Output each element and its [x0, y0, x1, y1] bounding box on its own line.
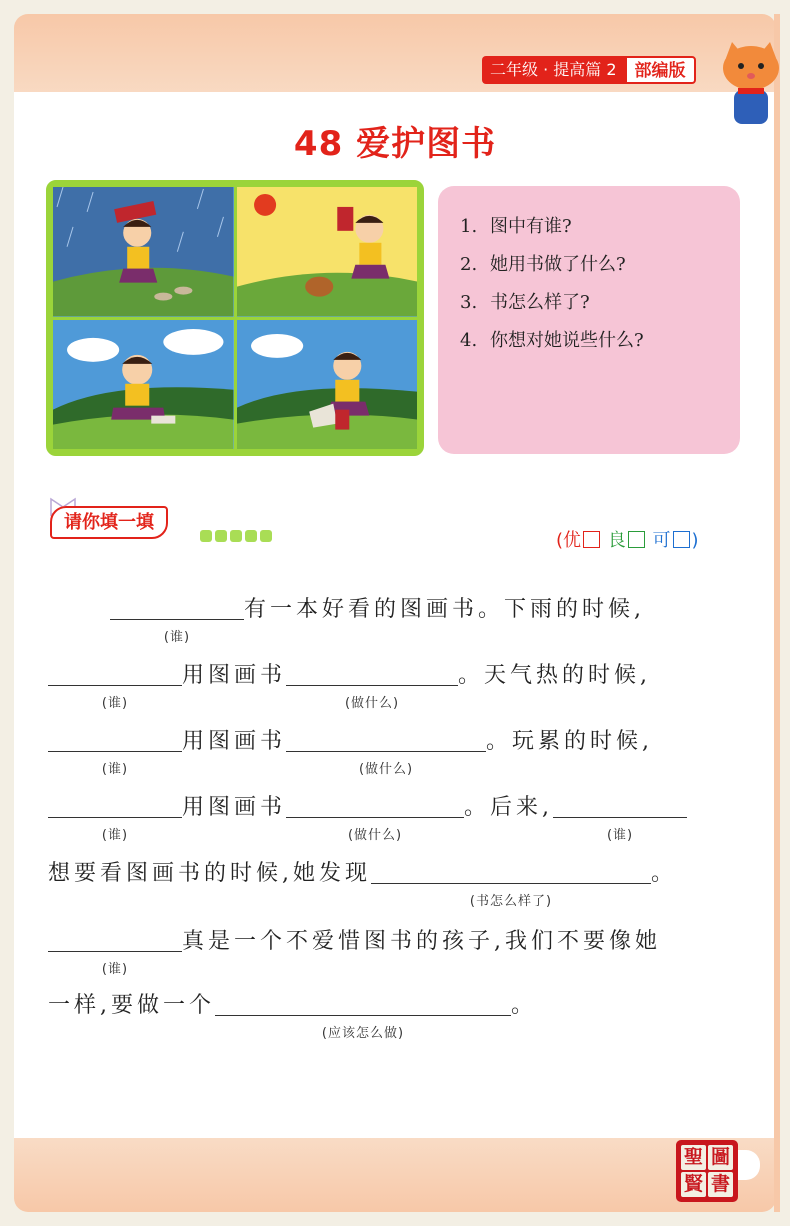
lesson-number: 48: [293, 124, 344, 164]
rating-fair-checkbox[interactable]: [673, 531, 690, 548]
comic-strip: [46, 180, 424, 456]
blank-book-state[interactable]: (书怎么样了): [371, 860, 651, 884]
rating-excellent-checkbox[interactable]: [583, 531, 600, 548]
blank-how[interactable]: (应该怎么做): [215, 992, 511, 1016]
blank-do-what-1[interactable]: (做什么): [286, 662, 458, 686]
passage-line-5: 想要看图画书的时候,她发现 (书怎么样了) 。: [48, 861, 678, 909]
lesson-name: 爱护图书: [356, 124, 497, 164]
question-list: [460, 208, 740, 360]
rating-good-label: 良: [607, 530, 626, 551]
question-item: 4. 你想对她说些什么?: [460, 330, 644, 351]
rating-row: (优 良 可 ): [556, 530, 699, 551]
bottom-band: [14, 1136, 776, 1212]
cat-mascot-icon: [718, 38, 784, 126]
publisher-seal-icon: 聖 圖 賢 書: [676, 1140, 738, 1202]
right-edge-stripe: [774, 14, 780, 1212]
edition-label: 部编版: [625, 56, 696, 84]
comic-panel-rest: [53, 320, 234, 450]
blank-who-4[interactable]: (谁): [48, 794, 182, 818]
lesson-title: [0, 116, 790, 165]
rating-good-checkbox[interactable]: [628, 531, 645, 548]
passage-line-1: (谁) 有一本好看的图画书。下雨的时候,: [48, 592, 748, 623]
question-item: 1. 图中有谁?: [460, 216, 572, 237]
blank-who-2[interactable]: (谁): [48, 662, 182, 686]
comic-panel-rain: [53, 187, 234, 317]
question-item: 2. 她用书做了什么?: [460, 254, 626, 275]
section-label-text: 请你填一填: [50, 506, 168, 539]
comic-panel-sun: [237, 187, 418, 317]
section-label: [50, 508, 168, 534]
grade-label: 二年级 · 提高篇 2: [482, 56, 625, 84]
rating-fair-label: 可: [652, 530, 671, 551]
blank-who-1[interactable]: (谁): [110, 596, 244, 620]
blank-who-5[interactable]: (谁): [553, 794, 687, 818]
rating-excellent-label: 优: [563, 530, 582, 551]
section-dots: [200, 530, 272, 542]
header-tag: [482, 55, 696, 85]
blank-who-3[interactable]: (谁): [48, 728, 182, 752]
blank-who-6[interactable]: (谁): [48, 928, 182, 952]
passage-line-6: (谁) 真是一个不爱惜图书的孩子,我们不要像她: [48, 924, 748, 955]
passage-line-7: 一样,要做一个 (应该怎么做) 。: [48, 993, 538, 1041]
passage-line-3: (谁) 用图画书 (做什么) 。玩累的时候,: [48, 724, 748, 755]
blank-do-what-2[interactable]: (做什么): [286, 728, 486, 752]
question-box: [438, 186, 740, 454]
passage-line-4: (谁) 用图画书 (做什么) 。后来, (谁): [48, 790, 748, 821]
question-item: 3. 书怎么样了?: [460, 292, 590, 313]
passage-line-2: (谁) 用图画书 (做什么) 。天气热的时候,: [48, 658, 748, 689]
blank-do-what-3[interactable]: (做什么): [286, 794, 464, 818]
comic-panel-book-ruined: [237, 320, 418, 450]
